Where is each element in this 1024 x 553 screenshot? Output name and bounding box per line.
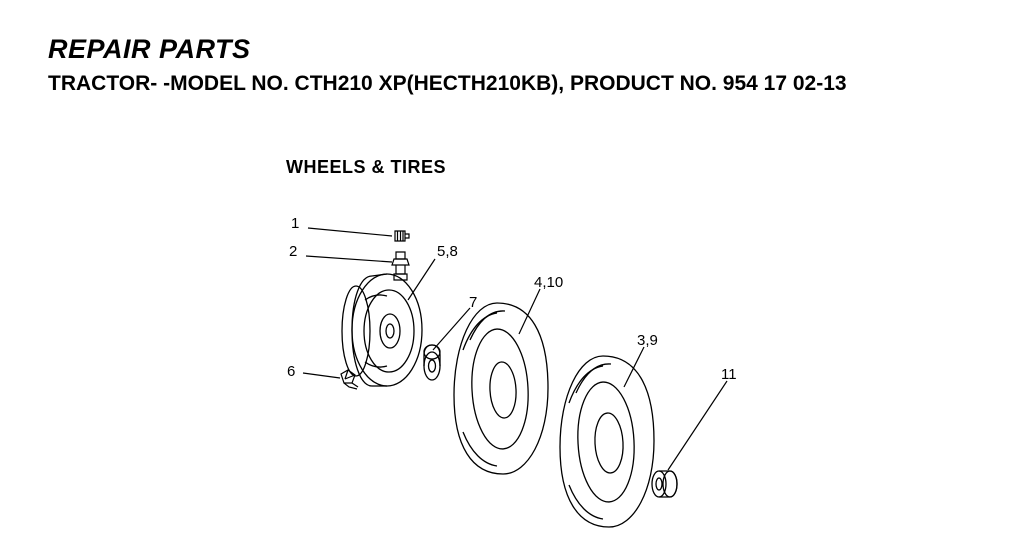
- callout-1: 1: [291, 215, 300, 232]
- part-5-8-front-wheel-rim: [342, 274, 422, 386]
- part-11-bushing: [652, 471, 677, 497]
- callout-4-10: 4,10: [534, 274, 564, 291]
- page-title: REPAIR PARTS: [48, 34, 251, 64]
- callout-6: 6: [287, 363, 296, 380]
- part-6-grease-fitting: [341, 370, 358, 389]
- callout-2: 2: [289, 243, 298, 260]
- section-title: WHEELS & TIRES: [286, 157, 447, 177]
- callout-3-9: 3,9: [637, 332, 658, 349]
- callout-11: 11: [721, 366, 737, 383]
- page-subtitle: TRACTOR- -MODEL NO. CTH210 XP(HECTH210KB), PRODUCT NO. 954 17 02-13: [48, 72, 847, 95]
- callout-7: 7: [469, 294, 478, 311]
- callout-5-8: 5,8: [437, 243, 458, 260]
- part-4-10-front-tire: [454, 303, 548, 474]
- part-7-spacer-bushing: [424, 345, 440, 380]
- part-3-9-rear-tire: [560, 356, 654, 527]
- part-1-valve-cap: [395, 231, 409, 241]
